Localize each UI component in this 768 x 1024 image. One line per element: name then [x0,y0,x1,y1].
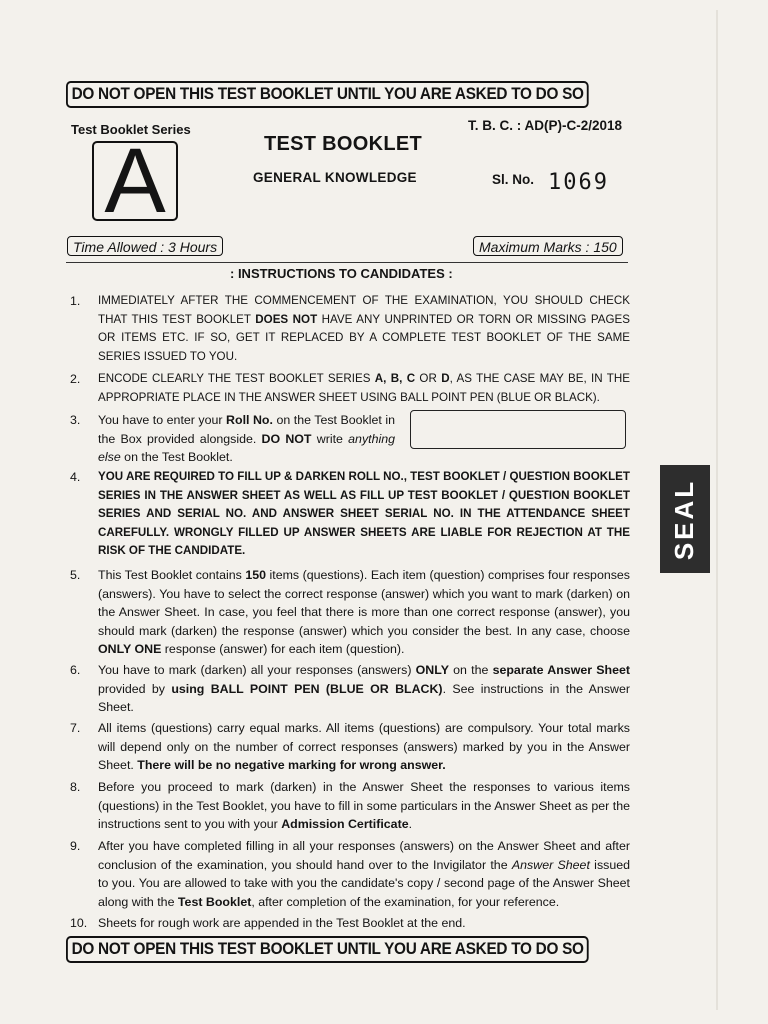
item-text-part: ENCODE CLEARLY THE TEST BOOKLET SERIES [98,372,375,385]
item-text-italic: Answer Sheet [511,857,590,872]
item-text-italic: anything else [98,431,396,464]
item-text-bold: D [441,372,450,385]
item-text-bold: Test Booklet [177,894,252,909]
page-title: TEST BOOKLET [264,133,423,155]
seal-tab [660,465,710,573]
item-text-part: You have to mark (darken) all your responses (answers) [98,663,416,677]
series-box [92,130,178,232]
item-text-part: on the Test Booklet in the Box provided alongside. [98,413,395,446]
item-text-bold: There will be no negative marking for wrong answer. [137,758,446,772]
item-text-part: . [408,817,413,831]
item-number: 9. [70,839,81,853]
item-text-bold: Roll No. [226,413,273,427]
series-label: Test Booklet Series [71,122,191,137]
item-text-part: OR [415,372,442,385]
item-text-part: write [311,431,349,446]
item-text-part: You have to enter your [98,413,227,427]
item-text-bold: A, B, C [374,372,416,385]
page-edge-line [716,10,718,1010]
warning-banner-bottom: DO NOT OPEN THIS TEST BOOKLET UNTIL YOU ARE ASKED TO DO SO [66,936,589,963]
serial-number-label: Sl. No. [492,172,535,187]
item-text-part: , after completion of the examination, for your reference. [251,894,560,909]
item-text-part: issued to you. You are allowed to take with you the candidate's copy / second page of the Answer Sheet along with the [98,857,631,909]
item-text-part: This Test Booklet contains [98,568,246,582]
seal-label: SEAL [669,478,700,560]
item-text: YOU ARE REQUIRED TO FILL UP & DARKEN ROLL NO., TEST BOOKLET / QUESTION BOOKLET SERIES IN THE ANSWER SHEET AS WELL AS FILL UP TEST BOOKLET / QUESTION BOOKLET SERIES AND SERIAL NO. AND ANSWER SHEET SERIAL NO. IN THE ATTENDANCE SHEET CAREFULLY. WRONGLY FILLED UP ANSWER SHEETS ARE LIABLE FOR REJECTION AT THE RISK OF THE CANDIDATE. [98,470,630,557]
item-text-bold: DOES NOT [255,312,318,326]
item-text-part: on the Test Booklet. [120,450,233,464]
item-text-part: IMMEDIATELY AFTER THE COMMENCEMENT OF THE EXAMINATION, YOU SHOULD CHECK THAT THIS TEST BOOKLET [98,294,630,326]
warning-banner-top: DO NOT OPEN THIS TEST BOOKLET UNTIL YOU ARE ASKED TO DO SO [66,81,589,108]
item-text-bold: ONLY [415,663,449,677]
roll-number-box[interactable] [410,410,626,449]
item-number: 7. [70,721,81,735]
item-number: 5. [70,568,81,582]
item-number: 10. [70,916,88,930]
tbc-code: T. B. C. : AD(P)-C-2/2018 [468,118,623,133]
item-text [98,837,630,911]
item-text-part: Before you proceed to mark (darken) in the Answer Sheet the responses to various items (questions) in the Test Booklet, you have to fill in some particulars in the Answer Sheet as per the instructions sent to you with your [98,780,630,831]
item-text-part: All items (questions) carry equal marks. All items (questions) are compulsory. Your total marks will depend only on the number of correct responses (answers) marked by you in the Answer Sheet. [98,721,630,772]
item-text [98,778,630,834]
item-text: Sheets for rough work are appended in the Test Booklet at the end. [98,916,466,930]
item-text-part: , AS THE CASE MAY BE, IN THE APPROPRIATE PLACE IN THE ANSWER SHEET USING BALL POINT PEN (BLUE OR BLACK). [98,372,630,404]
item-text-part: . See instructions in the Answer Sheet. [98,681,630,714]
item-text-bold: Admission Certificate [281,817,409,831]
serial-number-value: 1069 [548,170,609,195]
item-text-bold: using BALL POINT PEN (BLUE OR BLACK) [171,681,443,696]
item-number: 1. [70,294,81,308]
item-text-bold: ONLY ONE [98,642,162,656]
item-text-part: provided by [98,681,172,696]
item-text-bold: 150 [245,568,267,582]
item-text [98,370,630,407]
item-text-bold: DO NOT [261,431,312,446]
divider [66,262,628,263]
item-text [98,566,630,659]
item-text-part: items (questions). Each item (question) comprises four responses (answers). You have to select the correct response (answer) which you want to mark (darken) on the Answer Sheet. In case, you feel that there is more than one correct response (answer), you should mark (darken) the response (answer) which you consider the best. In any case, choose [98,568,631,638]
item-number: 8. [70,780,81,794]
item-text-bold: separate Answer Sheet [492,663,630,677]
item-text [98,411,395,467]
item-number: 6. [70,663,81,677]
item-text-part: HAVE ANY UNPRINTED OR TORN OR MISSING PAGES OR ITEMS ETC. IF SO, GET IT REPLACED BY A COMPLETE TEST BOOKLET OF THE SAME SERIES ISSUED TO YOU. [98,312,630,363]
item-text [98,719,630,775]
item-text-part: After you have completed filling in all your responses (answers) on the Answer Sheet and after conclusion of the examination, you should hand over to the Invigilator the [98,839,630,872]
item-number: 2. [70,372,81,386]
item-text [98,661,630,717]
subject-name: GENERAL KNOWLEDGE [253,170,417,185]
item-number: 3. [70,413,81,427]
time-allowed: Time Allowed : 3 Hours [67,236,223,256]
item-text-part: on the [448,663,493,677]
series-letter: A [104,130,166,232]
item-text [98,292,630,366]
item-text-part: response (answer) for each item (question). [161,642,405,656]
instructions-title: : INSTRUCTIONS TO CANDIDATES : [230,266,453,281]
item-number: 4. [70,470,81,484]
maximum-marks: Maximum Marks : 150 [473,236,623,256]
